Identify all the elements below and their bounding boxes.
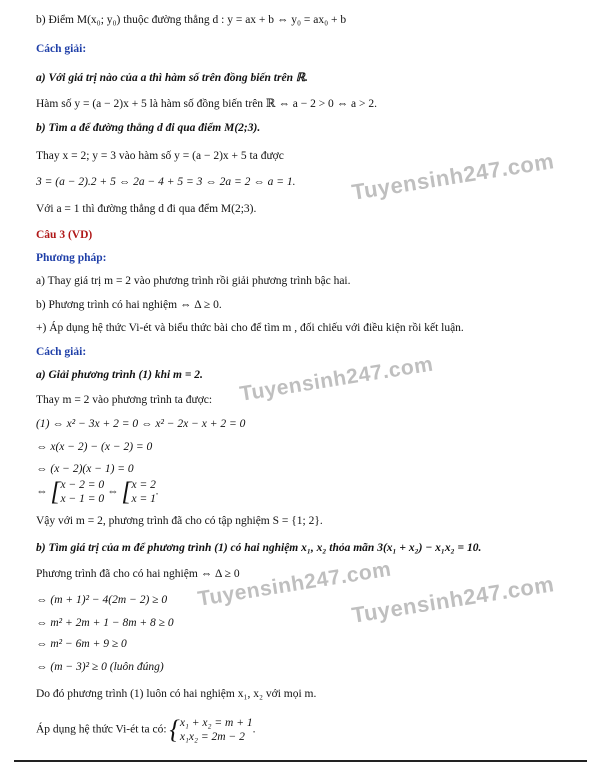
watermark: Tuyensinh247.com: [238, 352, 435, 406]
subquestion-heading: a) Với giá trị nào của a thì hàm số trên đồng biến trên ℝ.: [36, 72, 308, 84]
equation-system-line: [36, 478, 159, 506]
text-line: b) Điểm M(x₀; y₀) thuộc đường thẳng d : y = ax + b ⇔ y₀ = ax₀ + b: [36, 14, 347, 26]
equation-item: x₁x₂ = 2m − 2: [179, 731, 245, 743]
section-heading: Cách giải:: [36, 346, 87, 358]
equation-line: ⇔ (x − 2)(x − 1) = 0: [36, 463, 134, 475]
watermark: Tuyensinh247.com: [196, 557, 393, 611]
equation-line: ⇔ m² + 2m + 1 − 8m + 8 ≥ 0: [36, 617, 174, 629]
equation-line: (1) ⇔ x² − 3x + 2 = 0 ⇔ x² − 2x − x + 2 = 0: [36, 418, 246, 430]
section-heading: Phương pháp:: [36, 252, 107, 264]
bracket-symbol: [: [50, 477, 61, 506]
text-line: Thay m = 2 vào phương trình ta được:: [36, 394, 213, 406]
text-line: Với a = 1 thì đường thẳng d đi qua đểm M(2;3).: [36, 203, 257, 215]
equation-item: x = 2: [131, 479, 156, 491]
equation-item: x − 1 = 0: [60, 493, 105, 505]
period-mark: .: [155, 485, 159, 498]
brace-symbol: {: [169, 715, 180, 744]
text-line: a) Thay giá trị m = 2 vào phương trình rồi giải phương trình bậc hai.: [36, 275, 351, 287]
text-line: Phương trình đã cho có hai nghiệm ⇔ Δ ≥ 0: [36, 568, 240, 580]
text-line: +) Áp dụng hệ thức Vi-ét và biểu thức bài cho để tìm m , đối chiếu với điều kiện rồi kết luận.: [36, 322, 464, 334]
text-line: Thay x = 2; y = 3 vào hàm số y = (a − 2)x + 5 ta được: [36, 150, 284, 162]
subquestion-heading: b) Tìm a để đường thẳng d đi qua điểm M(2;3).: [36, 122, 261, 134]
section-heading: Cách giải:: [36, 43, 87, 55]
equiv-symbol: ⇔: [107, 485, 119, 498]
text-line: Áp dụng hệ thức Vi-ét ta có:: [36, 723, 167, 736]
text-line: b) Phương trình có hai nghiệm ⇔ Δ ≥ 0.: [36, 299, 222, 311]
text-line: Hàm số y = (a − 2)x + 5 là hàm số đồng biến trên ℝ ⇔ a − 2 > 0 ⇔ a > 2.: [36, 98, 378, 110]
vieta-system-line: [36, 716, 255, 744]
equation-line: ⇔ m² − 6m + 9 ≥ 0: [36, 638, 127, 650]
equation-line: ⇔ (m + 1)² − 4(2m − 2) ≥ 0: [36, 594, 168, 606]
equation-item: x − 2 = 0: [60, 479, 105, 491]
equiv-symbol: ⇔: [36, 485, 48, 498]
period-mark: .: [252, 723, 256, 736]
page-divider: [14, 760, 587, 762]
watermark: Tuyensinh247.com: [349, 148, 556, 205]
question-heading: Câu 3 (VD): [36, 229, 93, 241]
equation-line: ⇔ x(x − 2) − (x − 2) = 0: [36, 441, 153, 453]
subquestion-heading: a) Giải phương trình (1) khi m = 2.: [36, 369, 203, 381]
equation-line: ⇔ (m − 3)² ≥ 0 (luôn đúng): [36, 661, 164, 673]
watermark: Tuyensinh247.com: [349, 571, 556, 628]
text-line: Vậy với m = 2, phương trình đã cho có tập nghiệm S = {1; 2}.: [36, 515, 323, 527]
subquestion-heading: b) Tìm giá trị của m để phương trình (1) có hai nghiệm x₁, x₂ thỏa mãn 3(x₁ + x₂) − x₁x₂ = 10.: [36, 542, 482, 554]
bracket-symbol: [: [121, 477, 132, 506]
equation-line: 3 = (a − 2).2 + 5 ⇔ 2a − 4 + 5 = 3 ⇔ 2a = 2 ⇔ a = 1.: [36, 176, 296, 188]
text-line: Do đó phương trình (1) luôn có hai nghiệm x₁, x₂ với mọi m.: [36, 688, 317, 700]
equation-item: x = 1: [131, 493, 156, 505]
equation-item: x₁ + x₂ = m + 1: [179, 717, 253, 729]
